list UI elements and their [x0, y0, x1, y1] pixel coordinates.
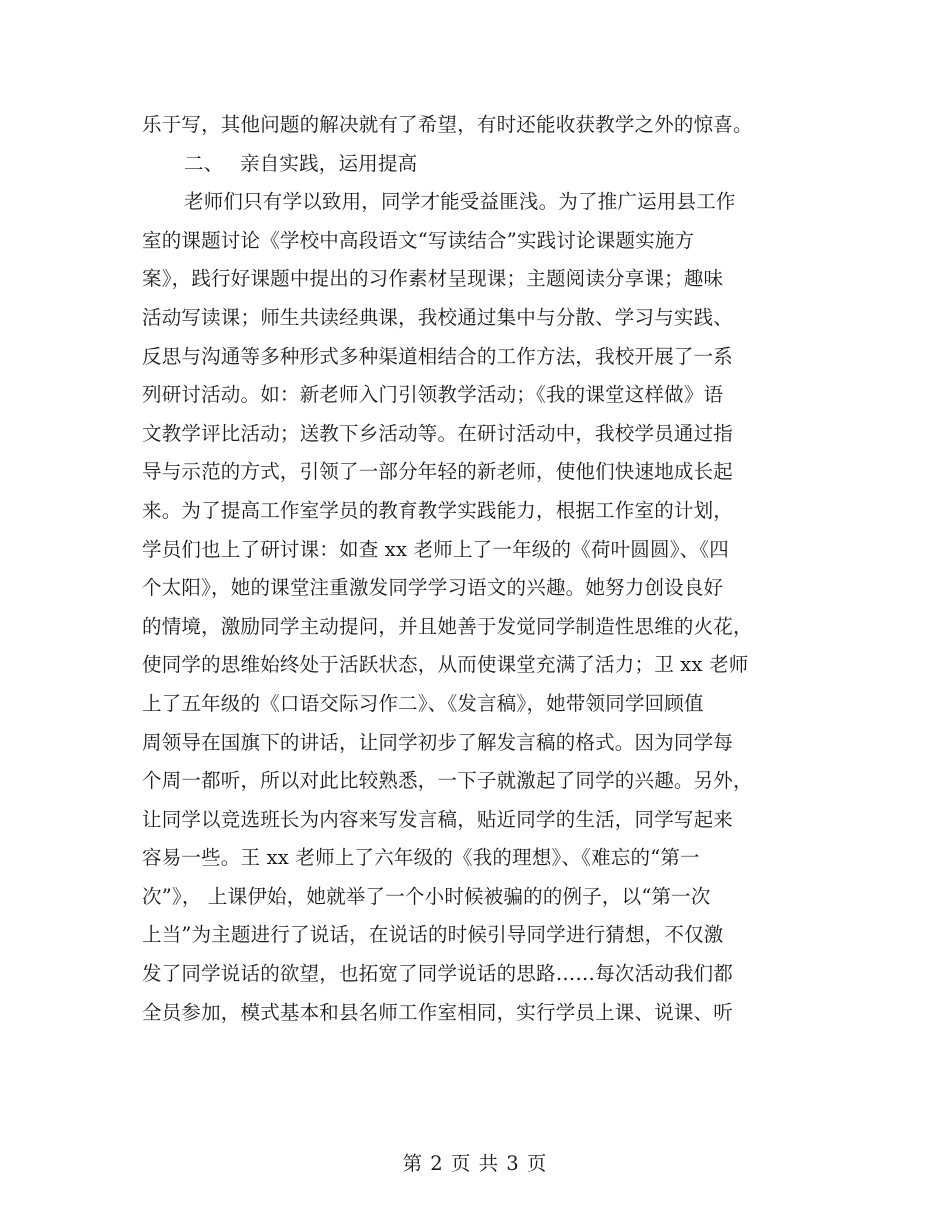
page-number-footer: 第 2 页 共 3 页	[402, 1152, 548, 1175]
text-line: 发了同学说话的欲望，也拓宽了同学说话的思路……每次活动我们都	[142, 962, 734, 986]
text-line: 让同学以竞选班长为内容来写发言稿，贴近同学的生活，同学写起来	[142, 807, 734, 831]
text-line: 导与示范的方式，引领了一部分年轻的新老师，使他们快速地成长起	[142, 460, 734, 484]
text-line: 个周一都听，所以对此比较熟悉，一下子就激起了同学的兴趣。另外，	[142, 769, 753, 793]
text-line: 文教学评比活动；送教下乡活动等。在研讨活动中，我校学员通过指	[142, 421, 734, 445]
text-line: 学员们也上了研讨课：如查 xx 老师上了一年级的《荷叶圆圆》、《四	[142, 537, 729, 561]
text-line: 室的课题讨论《学校中高段语文“写读结合”实践讨论课题实施方	[142, 228, 695, 252]
text-line: 列研讨活动。如：新老师入门引领教学活动；《我的课堂这样做》语	[142, 383, 724, 407]
text-line: 容易一些。王 xx 老师上了六年级的《我的理想》、《难忘的“第一	[142, 846, 700, 870]
text-line: 来。为了提高工作室学员的教育教学实践能力，根据工作室的计划，	[142, 498, 734, 522]
text-line: 上当”为主题进行了说话，在说话的时候引导同学进行猜想，不仅激	[142, 923, 724, 947]
text-line: 乐于写，其他问题的解决就有了希望，有时还能收获教学之外的惊喜。	[142, 113, 753, 136]
text-line: 老师们只有学以致用，同学才能受益匪浅。为了推广运用县工作	[184, 190, 736, 214]
section-number: 二、	[184, 151, 224, 175]
text-line: 周领导在国旗下的讲话，让同学初步了解发言稿的格式。因为同学每	[142, 730, 734, 754]
text-line: 次”》， 上课伊始，她就举了一个小时候被骗的的例子，以“第一次	[142, 884, 711, 908]
text-line: 活动写读课；师生共读经典课，我校通过集中与分散、学习与实践、	[142, 305, 734, 329]
text-line: 上了五年级的《口语交际习作二》、《发言稿》，她带领同学回顾值	[142, 691, 704, 715]
text-line: 个太阳》，她的课堂注重激发同学学习语文的兴趣。她努力创设良好	[142, 576, 724, 600]
text-line: 使同学的思维始终处于活跃状态，从而使课堂充满了活力；卫 xx 老师	[142, 653, 749, 677]
text-line: 案》，践行好课题中提出的习作素材呈现课；主题阅读分享课；趣味	[142, 267, 724, 291]
text-line: 反思与沟通等多种形式多种渠道相结合的工作方法，我校开展了一系	[142, 344, 734, 368]
section-heading	[142, 145, 812, 184]
document-body	[142, 106, 812, 1032]
text-line: 全员参加，模式基本和县名师工作室相同，实行学员上课、说课、听	[142, 1000, 734, 1024]
section-title: 亲自实践，运用提高	[240, 151, 418, 175]
text-line: 的情境，激励同学主动提问，并且她善于发觉同学制造性思维的火花，	[142, 614, 753, 638]
